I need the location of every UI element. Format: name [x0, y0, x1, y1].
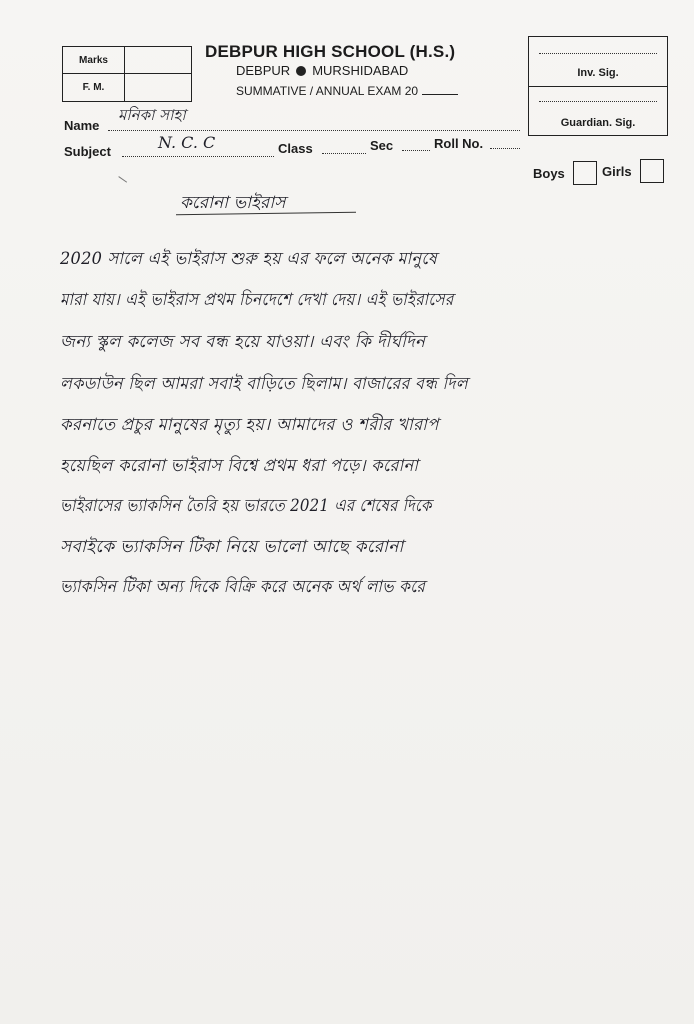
essay-line: মারা যায়। এই ভাইরাস প্রথম চিনদেশে দেখা দেয়। এই ভাইরাসের	[60, 290, 454, 310]
essay-line: করনাতে প্রচুর মানুষের মৃত্যু হয়। আমাদের ও শরীর খারাপ	[60, 415, 439, 435]
marks-box	[62, 46, 192, 102]
fm-label: F. M.	[63, 74, 125, 101]
guardian-sig-line	[539, 101, 657, 102]
inv-sig-line	[539, 53, 657, 54]
essay-line: সবাইকে ভ্যাকসিন টিকা নিয়ে ভালো আছে করোনা	[60, 537, 404, 557]
name-value: মনিকা সাহা	[118, 106, 186, 124]
subject-label: Subject	[64, 144, 111, 159]
inv-sig-label: Inv. Sig.	[577, 67, 619, 79]
school-name: DEBPUR HIGH SCHOOL (H.S.)	[205, 42, 456, 61]
essay-line: ভ্যাকসিন টিকা অন্য দিকে বিক্রি করে অনেক অর্থ লাভ করে	[60, 577, 426, 597]
boys-label: Boys	[533, 166, 565, 181]
address-left: DEBPUR	[236, 63, 291, 78]
inv-sig-section	[529, 37, 667, 87]
sec-label: Sec	[370, 138, 394, 153]
girls-label: Girls	[602, 164, 632, 179]
class-label: Class	[278, 141, 313, 156]
marks-label: Marks	[63, 47, 125, 73]
subject-value: N. C. C	[158, 133, 216, 152]
signature-box	[528, 36, 668, 136]
marks-row	[63, 47, 191, 74]
fm-row	[63, 74, 191, 101]
boys-checkbox[interactable]	[573, 161, 597, 185]
essay-line: লকডাউন ছিল আমরা সবাই বাড়িতে ছিলাম। বাজারের বন্ধ দিল	[60, 374, 468, 394]
bullet-dot-icon	[296, 66, 306, 76]
essay-title: করোনা ভাইরাস	[180, 193, 286, 213]
girls-checkbox[interactable]	[640, 159, 664, 183]
roll-label: Roll No.	[434, 136, 484, 151]
roll-dotted-line	[490, 148, 520, 149]
exam-year-blank	[422, 94, 458, 95]
exam-title: SUMMATIVE / ANNUAL EXAM 20	[236, 84, 419, 98]
name-label: Name	[64, 118, 100, 133]
sec-dotted-line	[402, 150, 430, 151]
subject-dotted-line	[122, 156, 274, 157]
class-dotted-line	[322, 153, 366, 154]
name-dotted-line	[108, 130, 520, 131]
stray-pen-mark	[118, 175, 127, 182]
essay-line: হয়েছিল করোনা ভাইরাস বিশ্বে প্রথম ধরা পড়ে। করোনা	[60, 456, 419, 476]
essay-line: 2020 সালে এই ভাইরাস শুরু হয় এর ফলে অনেক মানুষে	[60, 249, 438, 269]
exam-line	[236, 84, 458, 98]
address-right: MURSHIDABAD	[312, 63, 409, 78]
guardian-sig-label: Guardian. Sig.	[560, 117, 636, 129]
essay-line: জন্য স্কুল কলেজ সব বন্ধ হয়ে যাওয়া। এবং কি দীর্ঘদিন	[60, 332, 426, 352]
guardian-sig-section	[529, 87, 667, 137]
essay-line: ভাইরাসের ভ্যাকসিন তৈরি হয় ভারতে 2021 এর শেষের দিকে	[60, 496, 432, 516]
school-address	[236, 63, 408, 78]
